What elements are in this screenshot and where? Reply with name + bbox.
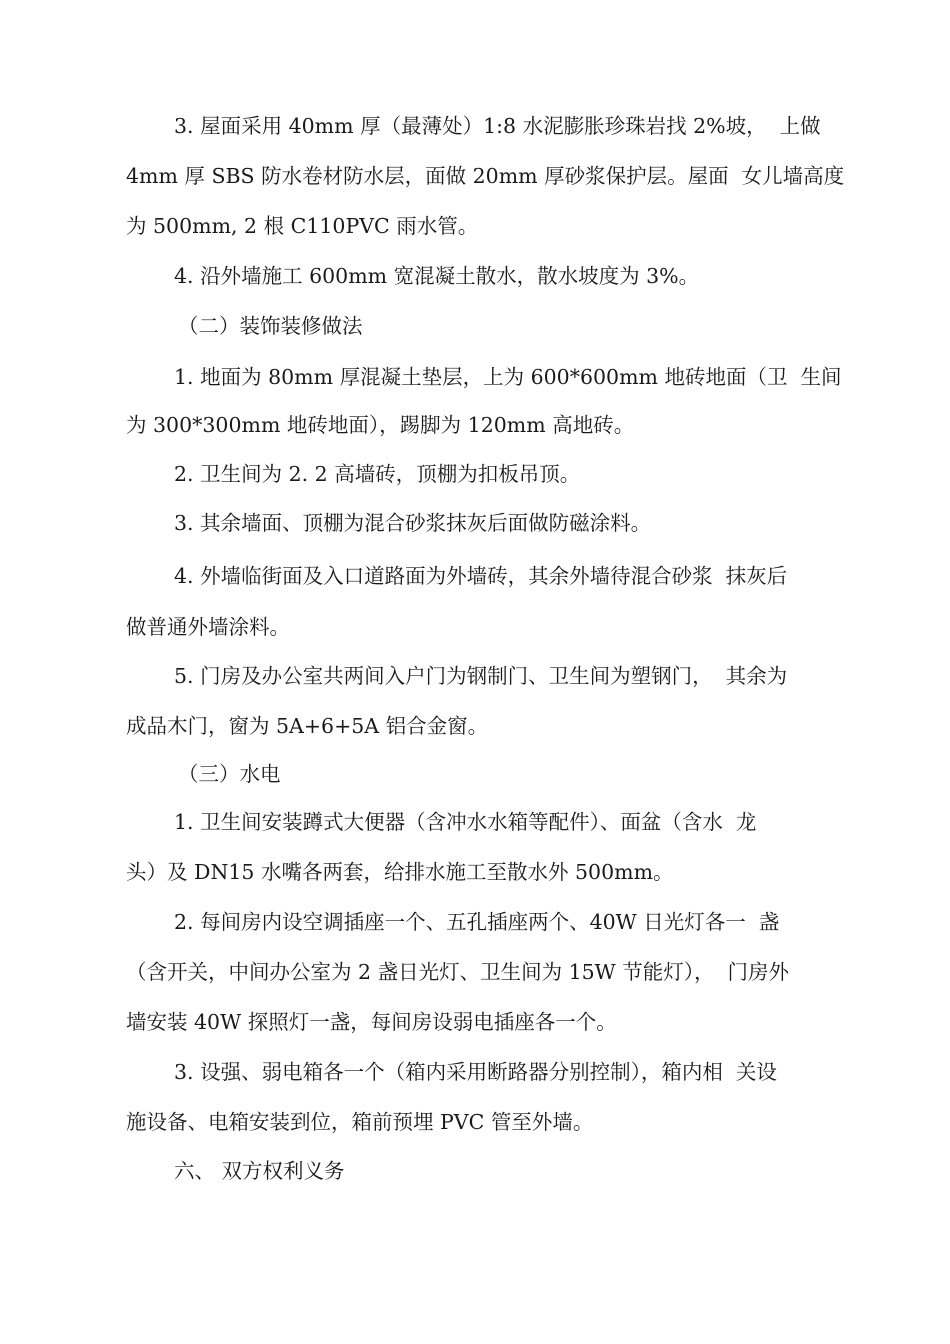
paragraph-floor-line-2: 为 300*300mm 地砖地面），踢脚为 120mm 高地砖。: [126, 413, 635, 437]
paragraph-other-walls: 3. 其余墙面、顶棚为混合砂浆抹灰后面做防磁涂料。: [174, 511, 652, 535]
section-heading-decoration: （二）装饰装修做法: [178, 314, 363, 338]
paragraph-plumbing-line-2: 头）及 DN15 水嘴各两套，给排水施工至散水外 500mm。: [126, 860, 674, 884]
paragraph-roof-line-1: 3. 屋面采用 40mm 厚（最薄处）1:8 水泥膨胀珍珠岩找 2%坡， 上做: [174, 114, 821, 138]
paragraph-plumbing-line-1: 1. 卫生间安装蹲式大便器（含冲水水箱等配件）、面盆（含水 龙: [174, 810, 757, 834]
paragraph-exterior-line-2: 做普通外墙涂料。: [126, 615, 290, 639]
paragraph-roof-line-2: 4mm 厚 SBS 防水卷材防水层，面做 20mm 厚砂浆保护层。屋面 女儿墙高度: [126, 164, 845, 188]
paragraph-doors-line-2: 成品木门，窗为 5A+6+5A 铝合金窗。: [126, 714, 489, 738]
paragraph-electrical-line-2: （含开关，中间办公室为 2 盏日光灯、卫生间为 15W 节能灯）， 门房外: [126, 960, 790, 984]
section-heading-utilities: （三）水电: [178, 762, 281, 786]
paragraph-electrical-line-1: 2. 每间房内设空调插座一个、五孔插座两个、40W 日光灯各一 盏: [174, 910, 780, 934]
paragraph-roof-line-3: 为 500mm, 2 根 C110PVC 雨水管。: [126, 214, 479, 238]
paragraph-electrical-line-3: 墙安装 40W 探照灯一盏，每间房设弱电插座各一个。: [126, 1010, 617, 1034]
paragraph-bathroom-wall: 2. 卫生间为 2. 2 高墙砖，顶棚为扣板吊顶。: [174, 462, 581, 486]
paragraph-panels-line-2: 施设备、电箱安装到位，箱前预埋 PVC 管至外墙。: [126, 1110, 594, 1134]
paragraph-apron: 4. 沿外墙施工 600mm 宽混凝土散水，散水坡度为 3%。: [174, 264, 700, 288]
section-heading-rights-obligations: 六、 双方权利义务: [174, 1159, 345, 1183]
paragraph-floor-line-1: 1. 地面为 80mm 厚混凝土垫层，上为 600*600mm 地砖地面（卫 生间: [174, 365, 842, 389]
paragraph-doors-line-1: 5. 门房及办公室共两间入户门为钢制门、卫生间为塑钢门， 其余为: [174, 664, 788, 688]
paragraph-exterior-line-1: 4. 外墙临街面及入口道路面为外墙砖，其余外墙待混合砂浆 抹灰后: [174, 564, 788, 588]
paragraph-panels-line-1: 3. 设强、弱电箱各一个（箱内采用断路器分别控制），箱内相 关设: [174, 1060, 777, 1084]
